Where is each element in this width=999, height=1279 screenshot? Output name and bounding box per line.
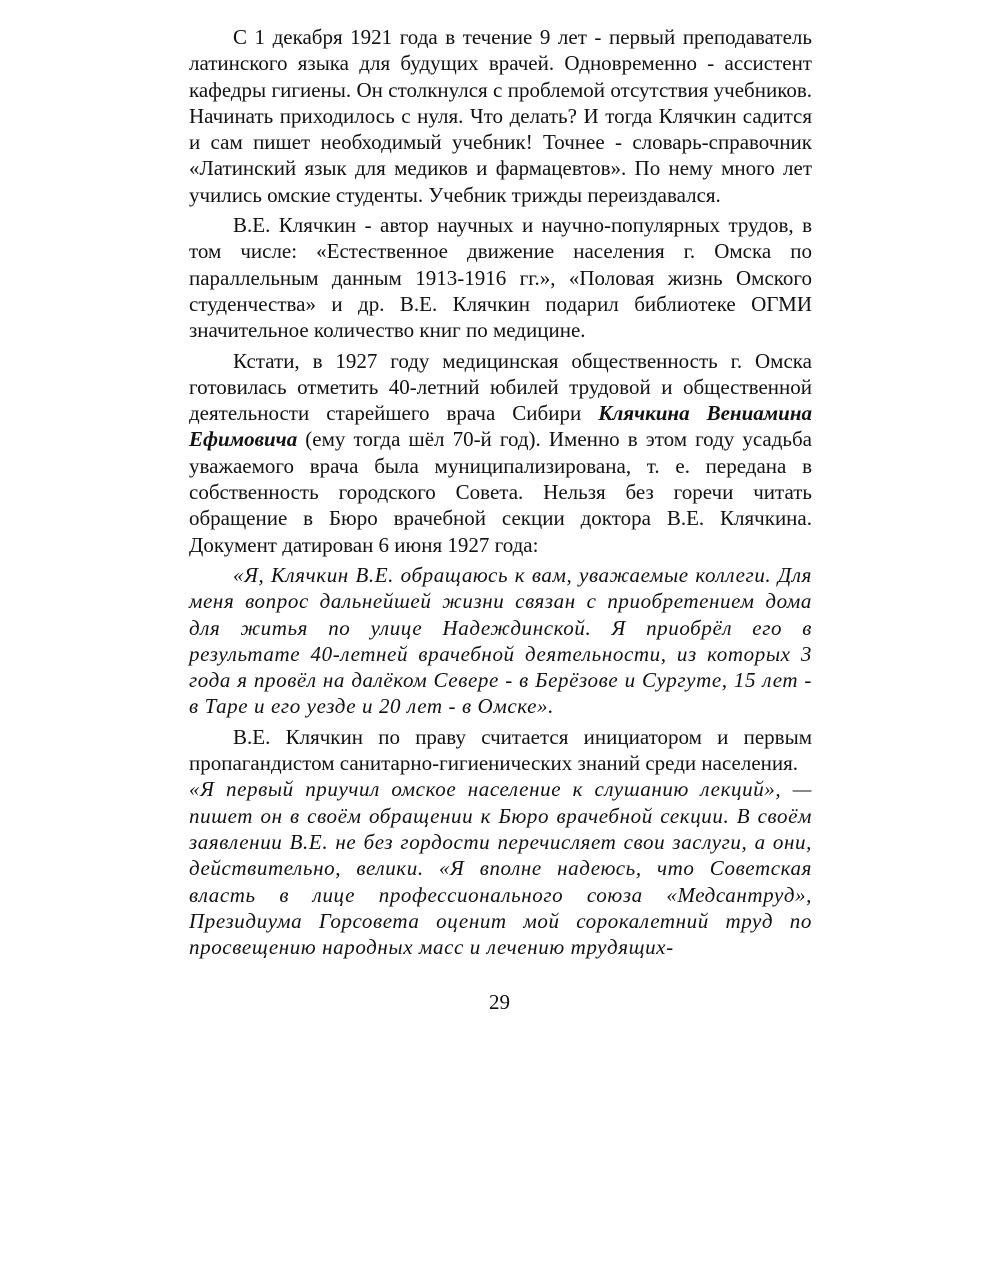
document-page [189, 24, 812, 960]
page-number: 29 [489, 990, 510, 1014]
emphasized-name: Клячкина Вениамина Ефимовича [189, 401, 812, 452]
quote-letter: «Я, Клячкин В.Е. обращаюсь к вам, уважаемые коллеги. Для меня вопрос дальнейшей жизни связан с приобретением дома для житья по улице Надеждинской. Я приобрёл его в результате 40-летней врачебной деятельности, из которых 3 года я провёл на далёком Севере - в Берёзове и Сургуте, 15 лет - в Таре и его уезде и 20 лет - в Омске». [189, 562, 812, 719]
paragraph-propagandist [189, 724, 812, 961]
propagandist-quote: «Я первый приучил омское население к слушанию лекций», — пишет он в своём обращении к Бюро врачебной секции. В своём заявлении В.Е. не без гордости перечисляет свои заслуги, а они, действительно, велики. «Я вполне надеюсь, что Советская власть в лице профессионального союза «Медсантруд», Президиума Горсовета оценит мой сорокалетний труд по просвещению народных масс и лечению трудящих- [189, 777, 812, 960]
propagandist-text: В.Е. Клячкин по праву считается инициатором и первым пропагандистом санитарно-гигиенических знаний среди населения. [189, 724, 812, 776]
jubilee-text-after: (ему тогда шёл 70-й год). Именно в этом году усадьба уважаемого врача была муниципализирована, т. е. передана в собственность городского Совета. Нельзя без горечи читать обращение в Бюро врачебной секции доктора В.Е. Клячкина. Документ датирован 6 июня 1927 года: [189, 427, 812, 557]
paragraph-latin-teacher: С 1 декабря 1921 года в течение 9 лет - первый преподаватель латинского языка для будущих врачей. Одновременно - ассистент кафедры гигиены. Он столкнулся с проблемой отсутствия учебников. Начинать приходилось с нуля. Что делать? И тогда Клячкин садится и сам пишет необходимый учебник! Точнее - словарь-справочник «Латинский язык для медиков и фармацевтов». По нему много лет учились омские студенты. Учебник трижды переиздавался. [189, 25, 812, 207]
paragraph-scientific-works: В.Е. Клячкин - автор научных и научно-популярных трудов, в том числе: «Естественное движение населения г. Омска по параллельным данным 1913-1916 гг.», «Половая жизнь Омского студенчества» и др. В.Е. Клячкин подарил библиотеке ОГМИ значительное количество книг по медицине. [189, 213, 812, 343]
paragraph-jubilee [189, 348, 812, 558]
jubilee-text-before: Кстати, в 1927 году медицинская общественность г. Омска готовилась отметить 40-летний юбилей трудовой и общественной деятельности старейшего врача Сибири [189, 348, 812, 426]
